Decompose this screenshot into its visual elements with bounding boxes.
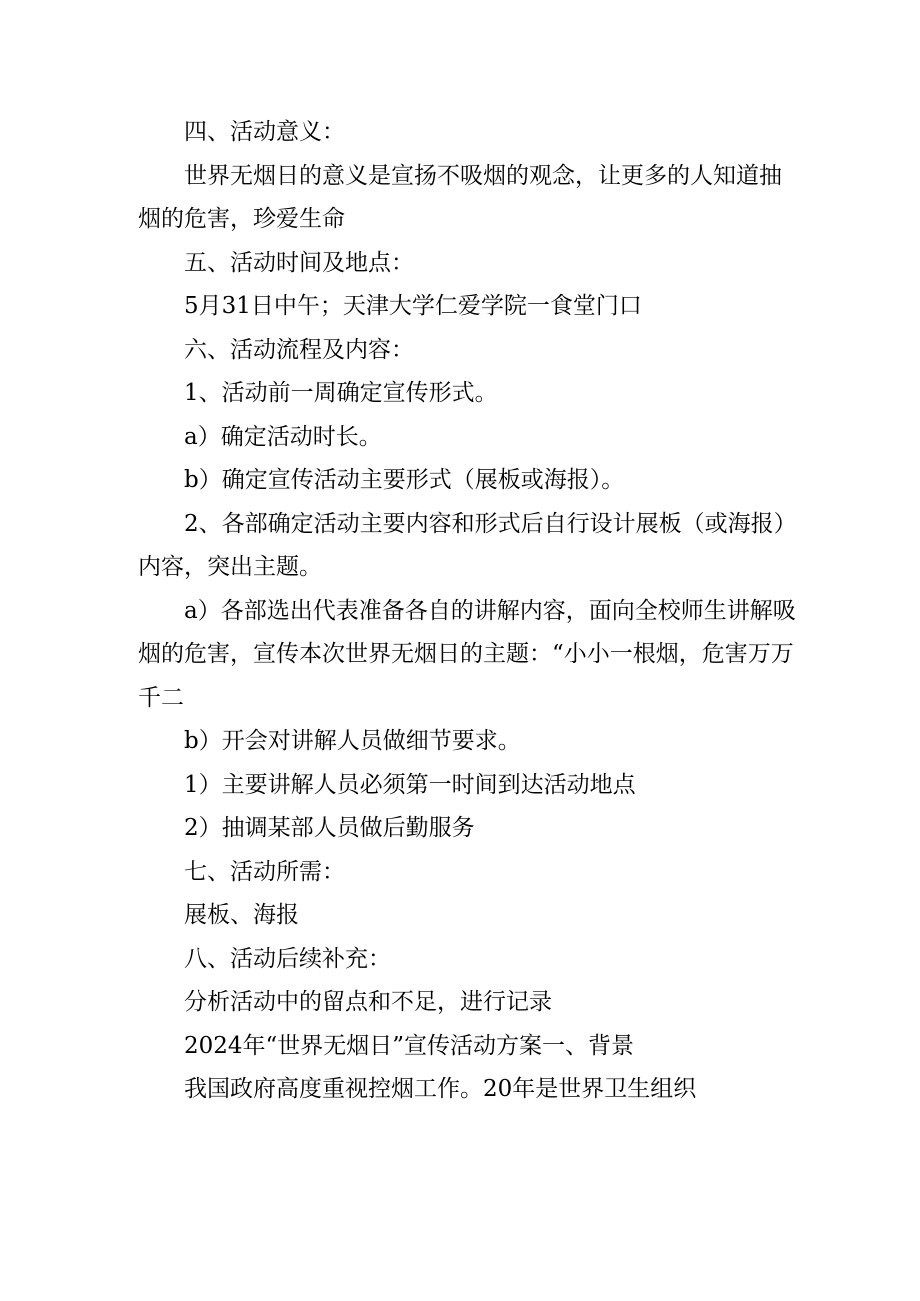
list-item: a）各部选出代表准备各自的讲解内容，面向全校师生讲解吸烟的危害，宣传本次世界无烟日的主题：“小小一根烟，危害万万千二	[138, 597, 796, 711]
document-body	[138, 111, 798, 1112]
section-heading-requirements: 七、活动所需：	[184, 858, 345, 885]
section-heading-followup: 八、活动后续补充：	[184, 945, 391, 972]
list-item: 1、活动前一周确定宣传形式。	[184, 380, 498, 406]
section-heading-process: 六、活动流程及内容：	[184, 336, 414, 363]
section-heading-time-place: 五、活动时间及地点：	[184, 249, 414, 276]
paragraph: 5月31日中午；天津大学仁爱学院一食堂门口	[184, 293, 642, 319]
list-item: 1）主要讲解人员必须第一时间到达活动地点	[184, 771, 636, 798]
list-item: a）确定活动时长。	[184, 423, 382, 450]
paragraph: 2024年“世界无烟日”宣传活动方案一、背景	[184, 1032, 635, 1059]
section-heading-significance: 四、活动意义：	[184, 119, 345, 145]
list-item: 2、各部确定活动主要内容和形式后自行设计展板（或海报）内容，突出主题。	[138, 510, 797, 580]
paragraph: 世界无烟日的意义是宣扬不吸烟的观念，让更多的人知道抽烟的危害，珍爱生命	[138, 162, 782, 232]
list-item: b）确定宣传活动主要形式（展板或海报）。	[184, 467, 625, 493]
list-item: 2）抽调某部人员做后勤服务	[184, 815, 475, 841]
list-item: b）开会对讲解人员做细节要求。	[184, 728, 521, 754]
paragraph: 我国政府高度重视控烟工作。20年是世界卫生组织	[184, 1076, 697, 1102]
paragraph: 展板、海报	[184, 902, 299, 928]
paragraph: 分析活动中的留点和不足，进行记录	[184, 989, 552, 1015]
